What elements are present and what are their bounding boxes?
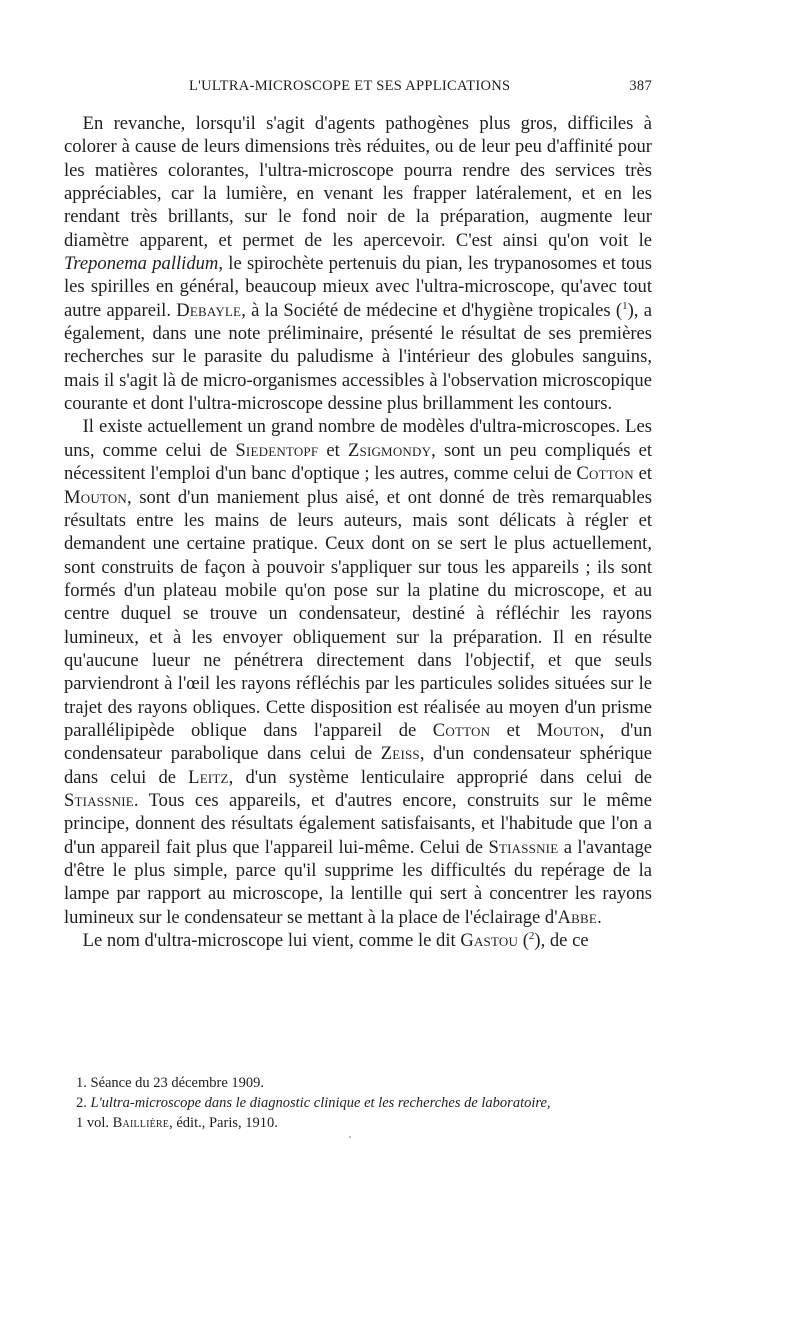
footnote-number: 2. bbox=[76, 1095, 91, 1111]
text-run: . bbox=[597, 906, 602, 928]
text-run: En revanche, lorsqu'il s'agit d'agents pathogènes plus gros, difficiles à colorer à cause de leurs dimensions très réduites, ou de leur peu d'affinité pour les matières colorantes, l'ultra-microscope pourra rendre des services très appréciables, car la lumière, en venant les frapper latéralement, et en les rendant très brillants, sur le fond noir de la préparation, augmente leur diamètre apparent, et permet de les apercevoir. C'est ainsi qu'on voit le bbox=[64, 113, 652, 251]
author-name: Debayle bbox=[176, 299, 242, 321]
author-name: Zsigmondy bbox=[347, 439, 432, 461]
text-run: ), a également, dans une note préliminaire, présenté le résultat de ses premières recherches sur le parasite du paludisme à l'intérieur des globules sanguins, mais il s'agit là de micro-organismes accessibles à l'observation microscopique courante et dont l'ultra-microscope dessine plus brillamment les contours. bbox=[64, 299, 653, 415]
author-name: Gastou bbox=[460, 930, 519, 952]
author-name: Mouton bbox=[64, 486, 127, 508]
footnote-ref-1: 1 bbox=[622, 299, 628, 312]
footnote-1: 1. Séance du 23 décembre 1909. bbox=[76, 1075, 265, 1091]
paragraph-1 bbox=[64, 112, 652, 415]
author-name: Abbe bbox=[557, 906, 598, 928]
footnote-ref-2: 2 bbox=[528, 929, 535, 942]
running-title: L'ULTRA-MICROSCOPE ET SES APPLICATIONS bbox=[189, 78, 511, 94]
body-text bbox=[64, 112, 652, 952]
text-run: et bbox=[318, 439, 348, 461]
text-run: . Tous ces appareils, et d'autres encore, construits sur le même principe, donnent des résultats également satisfaisants, et l'habitude que l'on a d'un appareil fait plus que l'appareil lui-même. Celui de bbox=[64, 789, 652, 858]
author-name: Cotton bbox=[576, 463, 634, 485]
print-speck bbox=[349, 1136, 351, 1138]
brand-name: Stiassnie bbox=[488, 836, 559, 858]
author-name: Mouton bbox=[536, 719, 600, 741]
brand-name: Leitz bbox=[188, 766, 229, 788]
text-run: Il existe actuellement un grand nombre de modèles d'ultra-microscopes. Les uns, comme celui de bbox=[64, 416, 652, 461]
page-number: 387 bbox=[629, 78, 652, 94]
paragraph-2 bbox=[64, 415, 652, 929]
author-name: Siedentopf bbox=[235, 439, 319, 461]
author-name: Cotton bbox=[432, 719, 491, 741]
book-title: L'ultra-microscope dans le diagnostic clinique et les recherches de laboratoire, bbox=[90, 1095, 551, 1111]
text-run: , édit., Paris, 1910. bbox=[169, 1115, 278, 1131]
text-run: Le nom d'ultra-microscope lui vient, comme le dit bbox=[82, 930, 461, 952]
brand-name: Stiassnie bbox=[64, 789, 134, 811]
text-run: ), de ce bbox=[534, 930, 589, 952]
text-run: , à la Société de médecine et d'hygiène tropicales ( bbox=[241, 299, 623, 321]
text-run: ( bbox=[518, 930, 529, 952]
publisher-name: Baillière bbox=[112, 1115, 170, 1131]
footnote-2 bbox=[64, 1093, 652, 1133]
species-name: Treponema pallidum bbox=[64, 253, 219, 275]
text-run: , sont un peu compliqués et nécessitent l'emploi d'un banc d'optique ; les autres, comme celui de bbox=[64, 439, 653, 485]
text-run: 1 vol. bbox=[76, 1115, 113, 1131]
footnotes bbox=[64, 1073, 652, 1133]
running-header bbox=[64, 78, 652, 100]
text-run: , le spirochète pertenuis du pian, les trypanosomes et tous les spirilles en général, beaucoup mieux avec l'ultra-microscope, qu'avec tout autre appareil. bbox=[64, 253, 653, 321]
text-run: , sont d'un maniement plus aisé, et ont donné de très remarquables résultats entre les mains de leurs auteurs, mais sont délicats à régler et demandent une certaine pratique. Ceux dont on se sert le plus actuellement, sont construits de façon à pouvoir s'appliquer sur tous les appareils ; ils sont formés d'un plateau mobile qu'on pose sur la platine du microscope, et au centre duquel se trouve un condensateur, destiné à réfléchir les rayons lumineux, et à les envoyer obliquement sur la préparation. Il en résulte qu'aucune lueur ne pénétrera directement dans l'objectif, et que seuls parviendront à l'œil les rayons réfléchis par les particules solides situées sur le trajet des rayons obliques. Cette disposition est réalisée au moyen d'un prisme parallélipipède oblique dans l'appareil de bbox=[64, 486, 652, 741]
text-run: , d'un condensateur parabolique dans celui de bbox=[64, 719, 652, 765]
text-run: et bbox=[633, 463, 652, 485]
text-run: , d'un condensateur sphérique dans celui de bbox=[64, 743, 652, 788]
paragraph-3 bbox=[64, 929, 652, 952]
brand-name: Zeiss bbox=[380, 743, 420, 765]
text-run: et bbox=[490, 719, 537, 741]
text-run: , d'un système lenticulaire approprié dans celui de bbox=[228, 766, 652, 788]
text-run: a l'avantage d'être le plus simple, parce qu'il supprime les difficultés du repérage de la lampe par rapport au microscope, la lentille qui sert à concentrer les rayons lumineux sur le condensateur se mettant à la place de l'éclairage d' bbox=[64, 836, 652, 928]
